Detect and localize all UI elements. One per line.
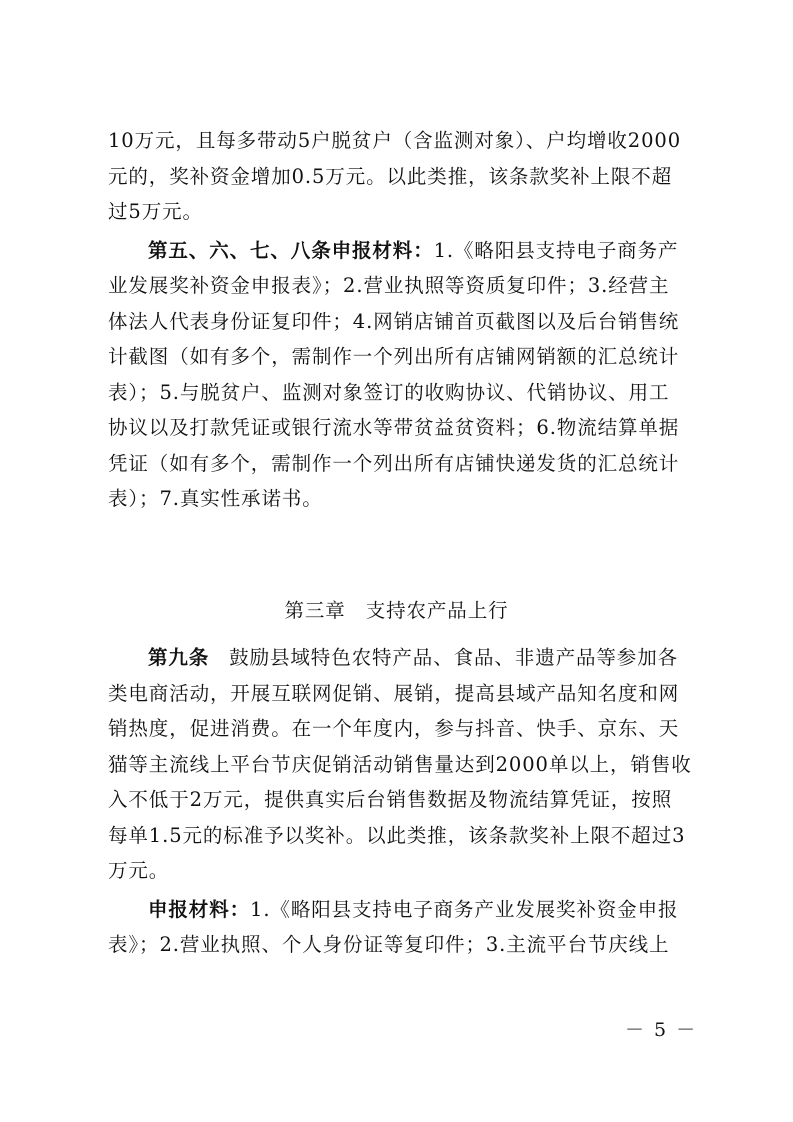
paragraph-line: 表）；5.与脱贫户、监测对象签订的收购协议、代销协议、用工 xyxy=(108,380,670,404)
materials-text: 1.《略阳县支持电子商务产 xyxy=(433,238,679,262)
page-number: － 5 － xyxy=(625,1019,698,1041)
chapter-number: 第三章 xyxy=(284,599,346,622)
article-first-line xyxy=(108,640,712,676)
paragraph-line: 表》；2.营业执照、个人身份证等复印件；3.主流平台节庆线上 xyxy=(108,933,670,956)
materials-text: 1.《略阳县支持电子商务产业发展奖补资金申报 xyxy=(250,897,679,921)
article-text: 鼓励县域特色农特产品、食品、非遗产品等参加各 xyxy=(229,646,679,669)
materials-paragraph-first-line xyxy=(108,233,712,269)
chapter-title: 支持农产品上行 xyxy=(365,599,509,622)
chapter-heading xyxy=(0,593,793,629)
paragraph-line: 猫等主流线上平台节庆促销活动销售量达到2000单以上，销售收 xyxy=(108,752,692,776)
paragraph-line: 计截图（如有多个，需制作一个列出所有店铺网销额的汇总统计 xyxy=(108,345,680,368)
paragraph-line: 过5万元。 xyxy=(108,200,203,223)
paragraph-line: 类电商活动，开展互联网促销、展销，提高县域产品知名度和网 xyxy=(108,681,680,705)
section-continuation xyxy=(108,123,712,517)
paragraph-line: 每单1.5元的标准予以奖补。以此类推，该条款奖补上限不超过3 xyxy=(108,823,686,847)
paragraph-line: 业发展奖补资金申报表》；2.营业执照等资质复印件；3.经营主 xyxy=(108,274,670,297)
article-nine xyxy=(108,640,712,963)
paragraph-line: 销热度，促进消费。在一个年度内，参与抖音、快手、京东、天 xyxy=(108,717,680,740)
paragraph-line: 万元。 xyxy=(108,859,170,882)
materials-label: 申报材料： xyxy=(148,897,251,921)
paragraph-line: 入不低于2万元，提供真实后台销售数据及物流结算凭证，按照 xyxy=(108,788,673,811)
materials-label: 第五、六、七、八条申报材料： xyxy=(148,238,434,262)
paragraph-line: 协议以及打款凭证或银行流水等带贫益贫资料；6.物流结算单据 xyxy=(108,416,680,439)
article-label: 第九条 xyxy=(148,646,210,669)
paragraph-line: 元的，奖补资金增加0.5万元。以此类推，该条款奖补上限不超 xyxy=(108,164,673,188)
paragraph-line: 凭证（如有多个，需制作一个列出所有店铺快递发货的汇总统计 xyxy=(108,451,680,475)
paragraph-line: 体法人代表身份证复印件；4.网销店铺首页截图以及后台销售统 xyxy=(108,309,680,333)
materials-paragraph-first-line xyxy=(108,892,712,928)
paragraph-line: 表）；7.真实性承诺书。 xyxy=(108,487,323,510)
paragraph-line: 10万元，且每多带动5户脱贫户（含监测对象）、户均增收2000 xyxy=(108,129,681,152)
